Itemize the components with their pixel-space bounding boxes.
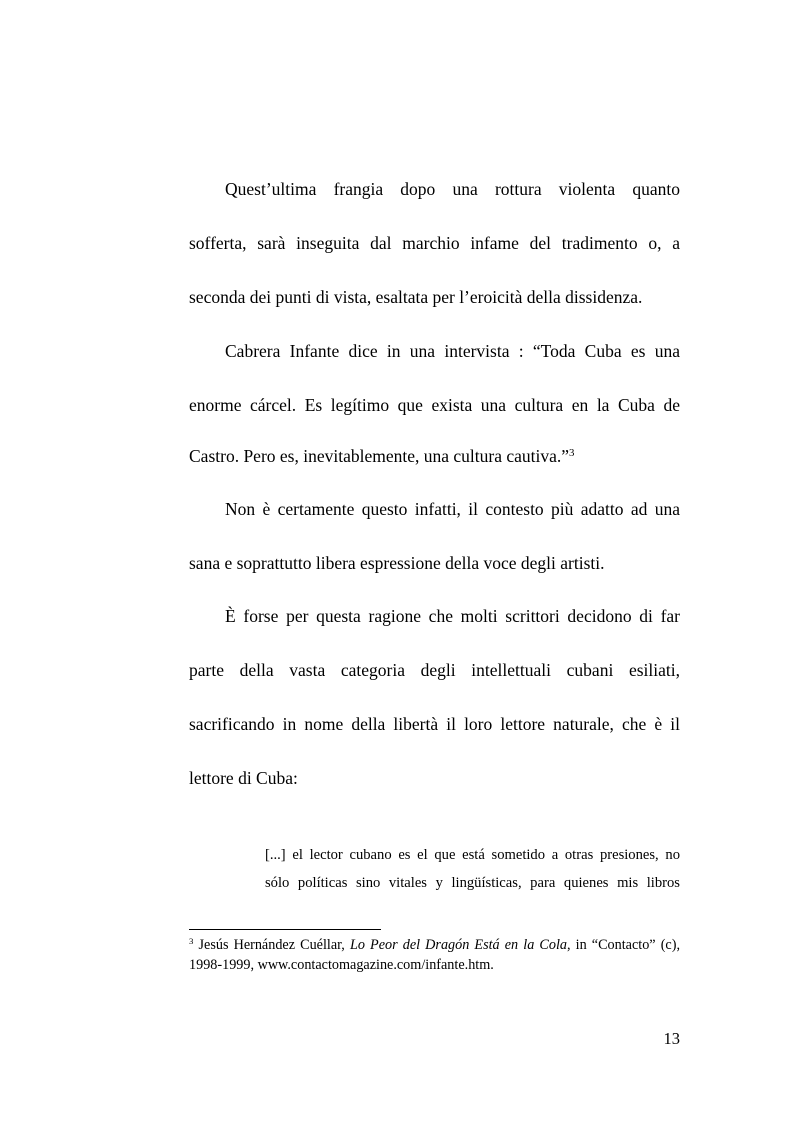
footnote-author: Jesús Hernández Cuéllar,	[193, 937, 350, 953]
block-quote-line-1: [...] el lector cubano es el que está sometido a otras presiones, no	[265, 847, 680, 863]
footnote-line-1	[189, 936, 680, 955]
paragraph-line-4: Cabrera Infante dice in una intervista : “Toda Cuba es una	[225, 341, 680, 361]
footnote-reference: 3	[569, 447, 575, 460]
paragraph-line-10: parte della vasta categoria degli intellettuali cubani esiliati,	[189, 660, 680, 680]
paragraph-line-7: Non è certamente questo infatti, il contesto più adatto ad una	[225, 499, 680, 519]
paragraph-line-2: sofferta, sarà inseguita dal marchio infame del tradimento o, a	[189, 233, 680, 253]
paragraph-line-5: enorme cárcel. Es legítimo que exista una cultura en la Cuba de	[189, 395, 680, 415]
paragraph-line-8: sana e soprattutto libera espressione della voce degli artisti.	[189, 553, 605, 573]
block-quote-line-2: sólo políticas sino vitales y lingüísticas, para quienes mis libros	[265, 875, 680, 891]
page-number: 13	[663, 1029, 680, 1048]
paragraph-line-3: seconda dei punti di vista, esaltata per l’eroicità della dissidenza.	[189, 287, 643, 307]
paragraph-line-11: sacrificando in nome della libertà il loro lettore naturale, che è il	[189, 714, 680, 734]
footnote-title: Lo Peor del Dragón Está en la Cola	[349, 937, 567, 953]
footnote-line-2: 1998-1999, www.contactomagazine.com/infante.htm.	[189, 957, 494, 973]
paragraph-line-9: È forse per questa ragione che molti scrittori decidono di far	[225, 606, 680, 626]
footnote-separator	[189, 929, 381, 930]
paragraph-line-1: Quest’ultima frangia dopo una rottura violenta quanto	[225, 179, 680, 199]
paragraph-line-6-text: Castro. Pero es, inevitablemente, una cultura cautiva.”	[189, 446, 570, 466]
footnote-rest: , in “Contacto” (c),	[566, 937, 680, 953]
paragraph-line-12: lettore di Cuba:	[189, 768, 298, 788]
footnote-marker: 3	[189, 936, 194, 947]
paragraph-line-6	[189, 445, 680, 467]
